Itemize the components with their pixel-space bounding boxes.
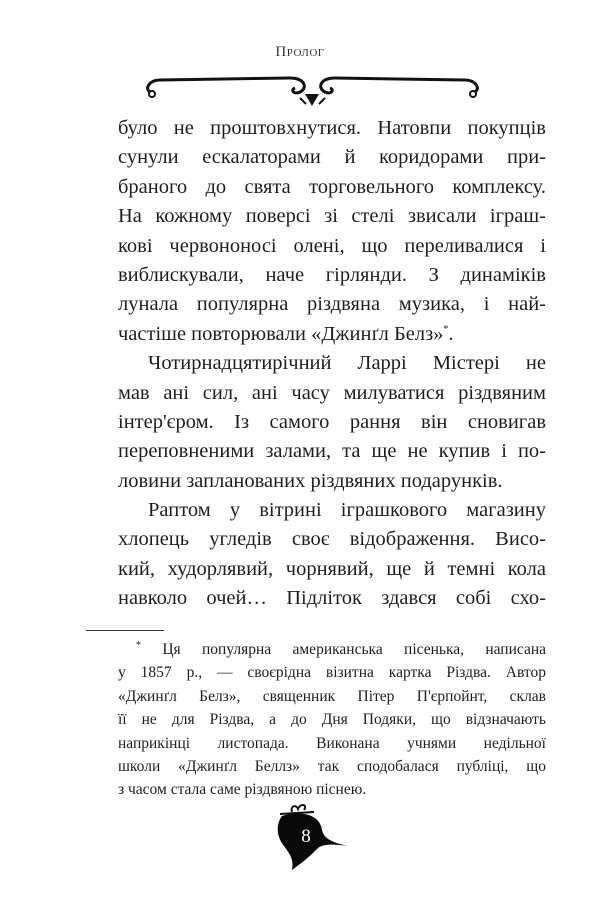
text-line: переповненими залами, та ще не купив і по-	[118, 440, 546, 463]
footnote-line: наприкінці листопада. Виконана учнями недільної	[118, 734, 546, 752]
footnote	[118, 638, 546, 802]
footnote-line: у 1857 р., — своєрідна візитна картка Різдва. Автор	[118, 664, 546, 682]
footnote-line	[118, 638, 546, 661]
text-line: навколо очей… Підліток здався собі схо-	[118, 587, 546, 610]
text-line: було не проштовхнутися. Натовпи покупців	[118, 117, 546, 139]
footnote-line: з часом стала саме різдвяною піснею.	[118, 781, 367, 799]
footnote-line: її не для Різдва, а до Дня Подяки, що відзначають	[118, 711, 546, 729]
header-ornament-icon	[140, 70, 485, 110]
text-line: Чотирнадцятирічний Ларрі Містері не	[148, 352, 546, 375]
text-line: лунала популярна різдвяна музика, і най-	[118, 293, 546, 316]
text-line-content: частіше повторювали «Джинґл Белз»	[118, 322, 444, 345]
text-line: браного до свята торговельного комплексу.	[118, 175, 546, 198]
text-line: сунули ескалаторами й коридорами при-	[118, 146, 546, 169]
text-line: кові червононосі олені, що переливалися і	[118, 234, 546, 257]
text-line: На кожному поверсі зі стелі звисали іграш-	[118, 205, 546, 228]
footnote-marker: *	[136, 639, 141, 651]
text-line: частіше повторювали «Джинґл Белз»*.	[118, 322, 454, 345]
footnote-reference: *	[443, 323, 449, 335]
footnote-line: «Джинґл Белз», священник Пітер П'єрпойнт, склав	[118, 687, 546, 705]
footnote-line-content: Ця популярна американська пісенька, написана	[162, 641, 547, 658]
text-line: хлопець угледів своє відображення. Висо-	[118, 528, 546, 551]
text-line: інтер'єром. Із самого рання він сновигав	[118, 410, 546, 433]
text-line: ловини запланованих різдвяних подарунків.	[118, 469, 503, 492]
text-line: виблискували, наче гірлянди. З динаміків	[118, 263, 546, 286]
text-line: кий, худорлявий, чорнявий, ще й темні кола	[118, 557, 546, 580]
body-text	[118, 114, 546, 614]
text-line: Раптом у вітрині іграшкового магазину	[148, 499, 546, 522]
text-line: мав ані сил, ані часу милуватися різдвяним	[118, 381, 546, 404]
footnote-divider	[86, 630, 164, 631]
footnote-line: школи «Джинґл Беллз» так сподобалася публіці, що	[118, 757, 546, 775]
running-header: Пролог	[275, 44, 325, 60]
page-number: 8	[301, 826, 311, 847]
